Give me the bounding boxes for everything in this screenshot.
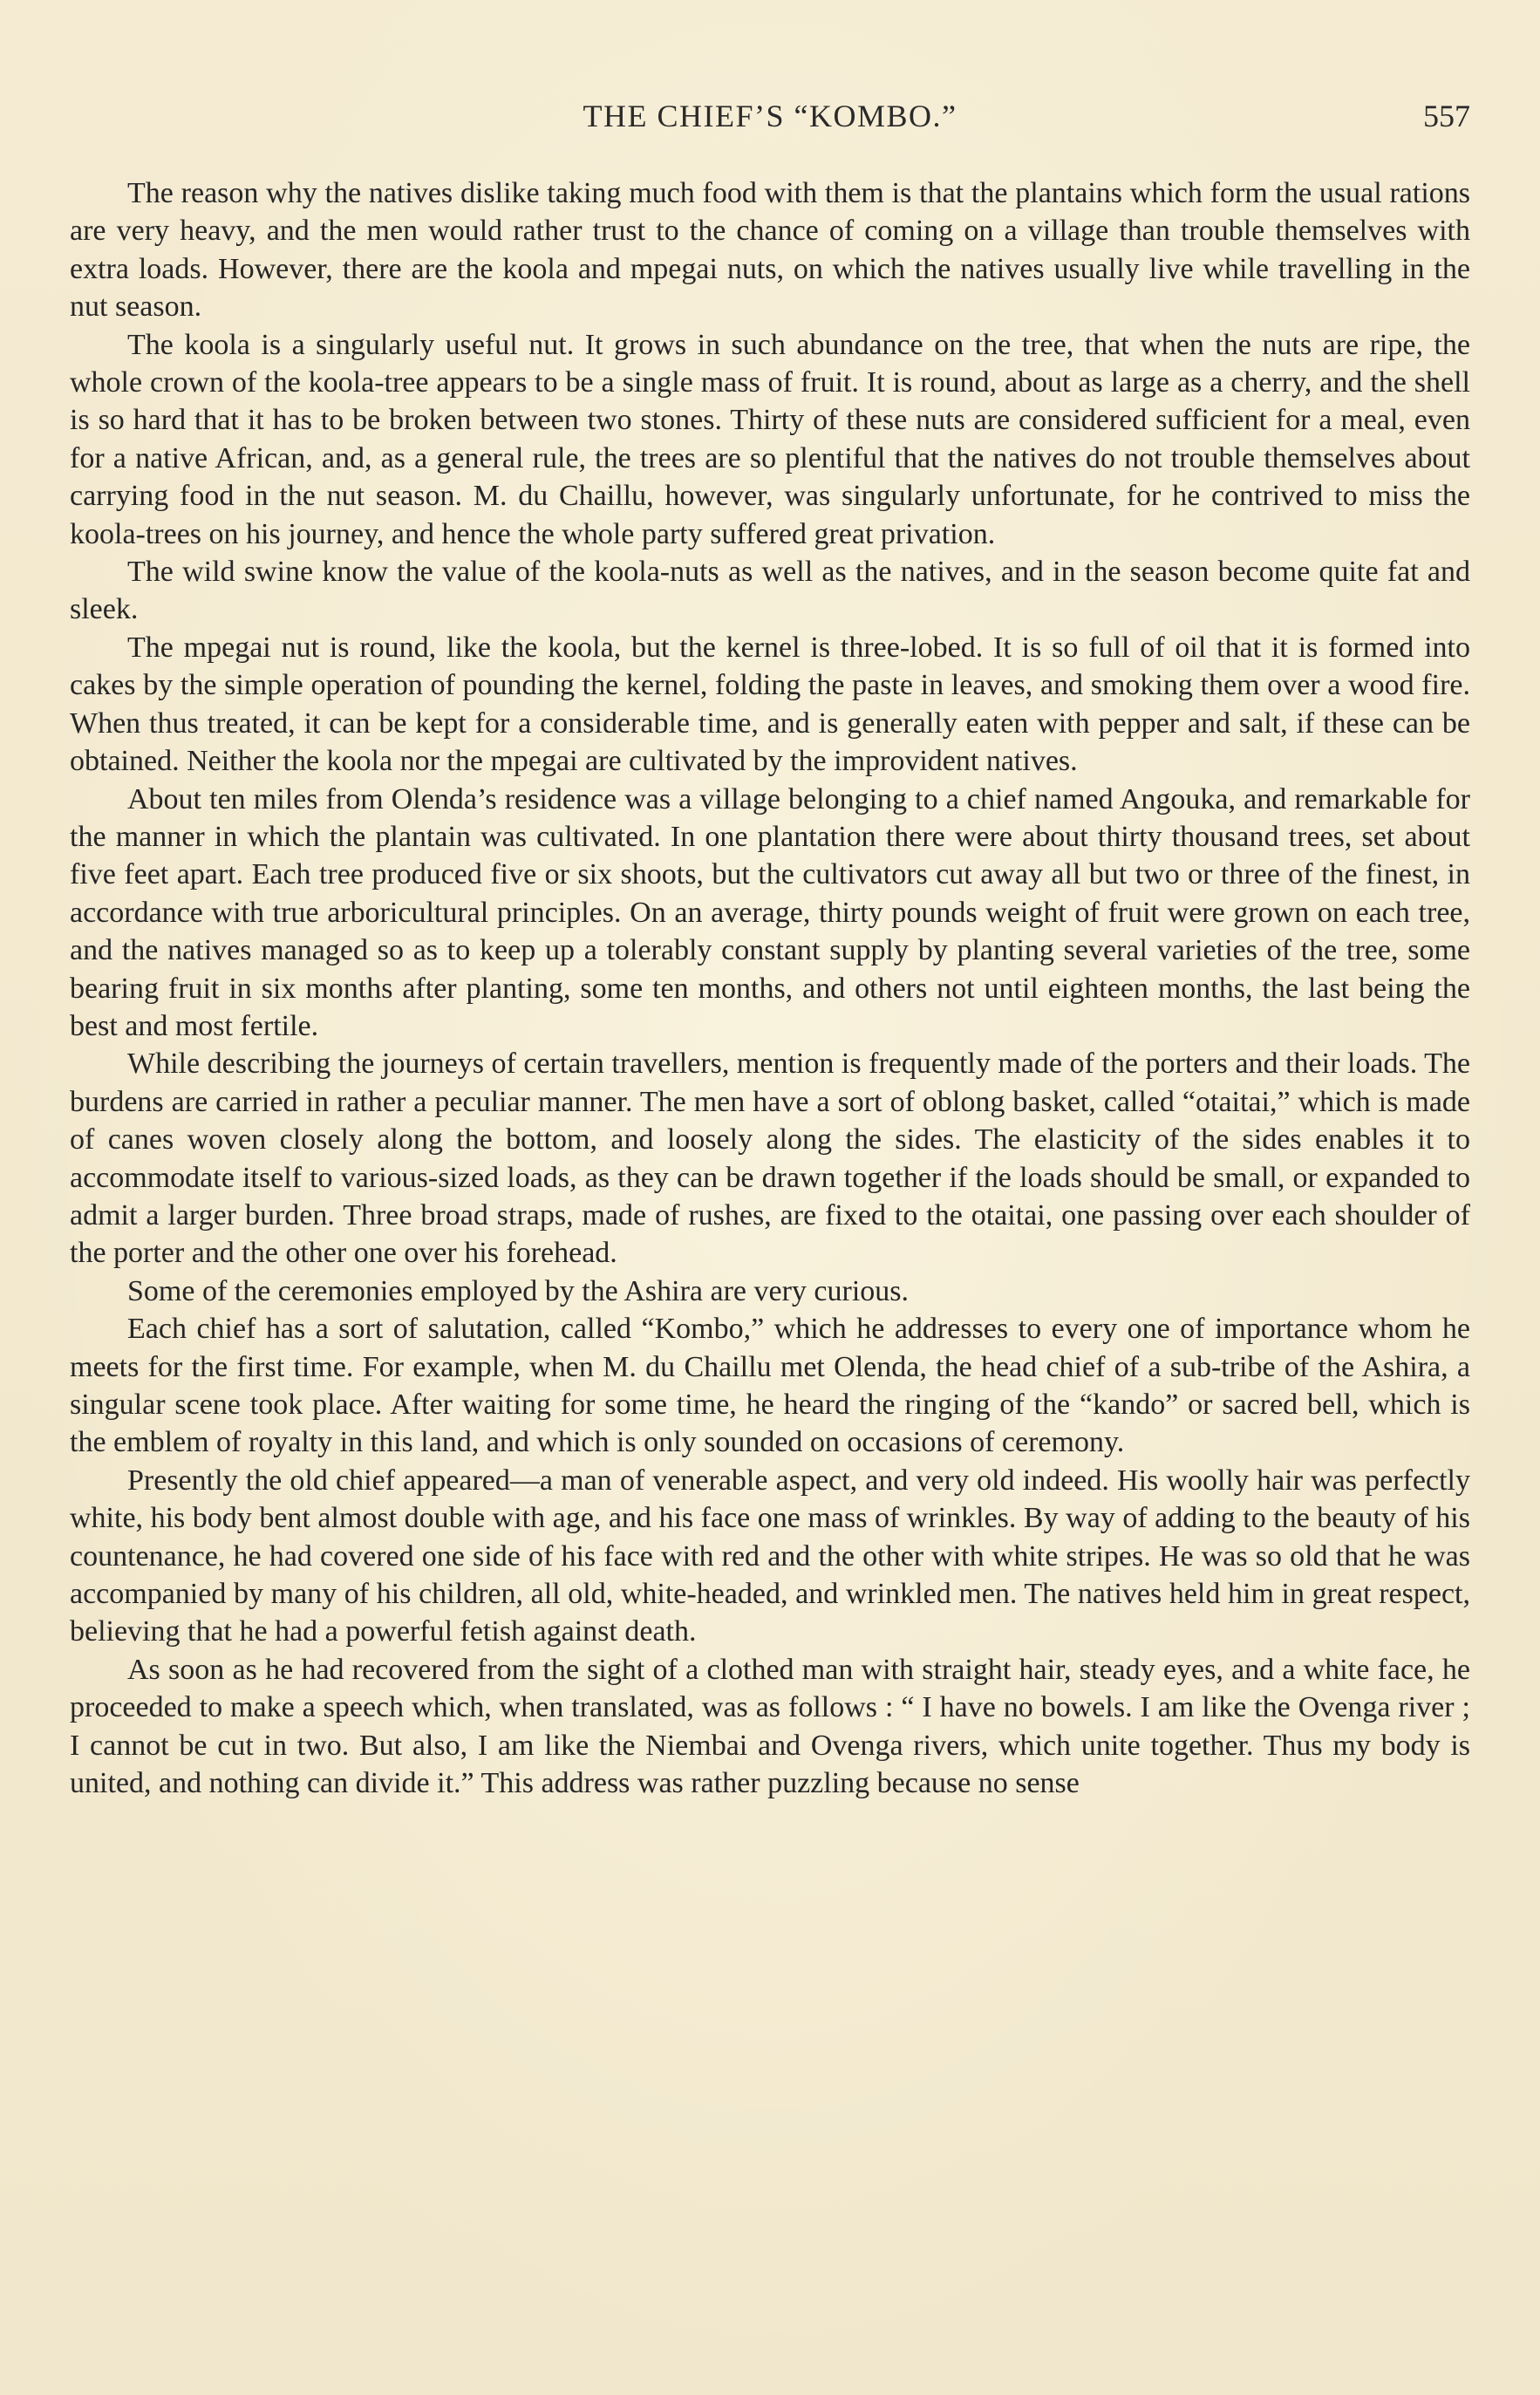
- paragraph: The koola is a singularly useful nut. It grows in such abundance on the tree, that when the nuts are ripe, the whole crown of the koola-tree appears to be a single mass of fruit. It is round, about as large as a cherry, and the shell is so hard that it has to be broken between two stones. Thirty of these nuts are considered sufficient for a meal, even for a native African, and, as a general rule, the trees are so plentiful that the natives do not trouble themselves about carrying food in the nut season. M. du Chaillu, however, was singularly unfortunate, for he contrived to miss the koola-trees on his journey, and hence the whole party suffered great privation.: [70, 328, 1470, 550]
- paragraph: The reason why the natives dislike taking much food with them is that the plantains which form the usual rations are very heavy, and the men would rather trust to the chance of coming on a village than trouble themselves with extra loads. However, there are the koola and mpegai nuts, on which the natives usually live while travelling in the nut season.: [70, 177, 1470, 324]
- paragraph: Each chief has a sort of salutation, called “Kombo,” which he addresses to every one of importance whom he meets for the first time. For example, when M. du Chaillu met Olenda, the head chief of a sub-tribe of the Ashira, a singular scene took place. After waiting for some time, he heard the ringing of the “kando” or sacred bell, which is the emblem of royalty in this land, and which is only sounded on occasions of ceremony.: [70, 1313, 1470, 1459]
- paragraph: Presently the old chief appeared—a man of venerable aspect, and very old indeed. His woolly hair was perfectly white, his body bent almost double with age, and his face one mass of wrinkles. By way of adding to the beauty of his countenance, he had covered one side of his face with red and the other with white stripes. He was so old that he was accompanied by many of his children, all old, white-headed, and wrinkled men. The natives held him in great respect, believing that he had a powerful fetish against death.: [70, 1464, 1470, 1648]
- running-title: THE CHIEF’S “KOMBO.”: [583, 99, 957, 133]
- paragraph: The mpegai nut is round, like the koola, but the kernel is three-lobed. It is so full of oil that it is formed into cakes by the simple operation of pounding the kernel, folding the paste in leaves, and smoking them over a wood fire. When thus treated, it can be kept for a considerable time, and is generally eaten with pepper and salt, if these can be obtained. Neither the koola nor the mpegai are cultivated by the improvident natives.: [70, 631, 1470, 778]
- paragraph: As soon as he had recovered from the sight of a clothed man with straight hair, steady eyes, and a white face, he proceeded to make a speech which, when translated, was as follows : “ I have no bowels. I am like the Ovenga river ; I cannot be cut in two. But also, I am like the Niembai and Ovenga rivers, which unite together. Thus my body is united, and nothing can divide it.” This address was rather puzzling because no sense: [70, 1653, 1470, 1800]
- page-number: 557: [1423, 99, 1470, 133]
- page-header: [70, 98, 1470, 150]
- paragraph: About ten miles from Olenda’s residence was a village belonging to a chief named Angouka, and remarkable for the manner in which the plantain was cultivated. In one plantation there were about thirty thousand trees, set about five feet apart. Each tree produced five or six shoots, but the cultivators cut away all but two or three of the finest, in accordance with true arboricultural principles. On an average, thirty pounds weight of fruit were grown on each tree, and the natives managed so as to keep up a tolerably constant supply by planting several varieties of the tree, some bearing fruit in six months after planting, some ten months, and others not until eighteen months, the last being the best and most fertile.: [70, 782, 1470, 1042]
- paragraph: Some of the ceremonies employed by the Ashira are very curious.: [127, 1274, 910, 1307]
- body-text: [70, 174, 1470, 1802]
- paragraph: While describing the journeys of certain travellers, mention is frequently made of the porters and their loads. The burdens are carried in rather a peculiar manner. The men have a sort of oblong basket, called “otaitai,” which is made of canes woven closely along the bottom, and loosely along the sides. The elasticity of the sides enables it to accommodate itself to various-sized loads, as they can be drawn together if the loads should be small, or expanded to admit a larger burden. Three broad straps, made of rushes, are fixed to the otaitai, one passing over each shoulder of the porter and the other one over his forehead.: [70, 1047, 1470, 1270]
- paragraph: The wild swine know the value of the koola-nuts as well as the natives, and in the season become quite fat and sleek.: [70, 556, 1470, 626]
